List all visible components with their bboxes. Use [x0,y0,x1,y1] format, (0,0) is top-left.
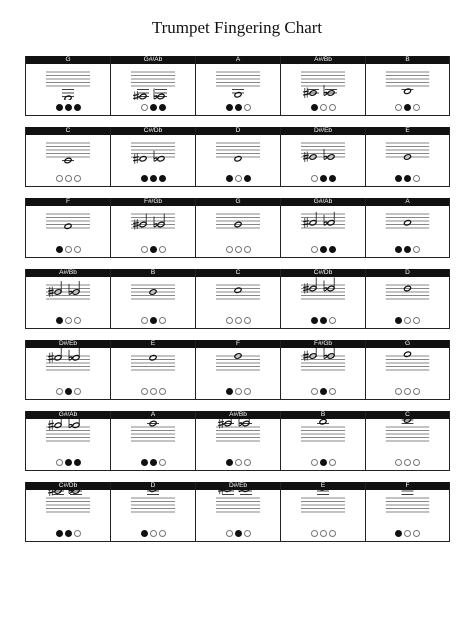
note-cell [110,56,195,116]
chart-row [25,56,450,116]
whole-note [64,95,72,100]
flat-sign [69,490,72,494]
valve-pressed-icon [65,459,72,466]
valve-open-icon [404,317,411,324]
valve-open-icon [244,246,251,253]
music-staff [366,277,449,313]
valve-pressed-icon [141,459,148,466]
chart-row [25,482,450,542]
whole-note [404,220,412,226]
valve-pressed-icon [395,317,402,324]
valve-open-icon [404,459,411,466]
valve-open-icon [159,388,166,395]
whole-note [319,419,327,425]
valve-pressed-icon [226,104,233,111]
valve-open-icon [74,317,81,324]
sharp-sign [218,490,224,494]
note-name-header: F [26,198,110,206]
valve-fingering [281,317,365,324]
valve-pressed-icon [74,459,81,466]
valve-open-icon [329,317,336,324]
valve-open-icon [244,388,251,395]
whole-note [404,351,412,357]
whole-note [64,223,72,229]
flat-sign [324,215,327,226]
note-name-header: G#/Ab [111,56,195,64]
valve-fingering [26,246,110,253]
music-staff [26,348,110,384]
valve-open-icon [235,246,242,253]
valve-open-icon [329,388,336,395]
valve-pressed-icon [141,530,148,537]
note-name-header: B [366,56,449,64]
valve-fingering [26,388,110,395]
note-cell [280,411,365,471]
note-name-header: G [196,198,280,206]
note-name-header: F#/Gb [281,340,365,348]
valve-open-icon [311,388,318,395]
valve-fingering [196,388,280,395]
valve-fingering [26,530,110,537]
valve-pressed-icon [150,317,157,324]
valve-fingering [196,175,280,182]
valve-pressed-icon [56,246,63,253]
valve-open-icon [413,104,420,111]
note-cell [280,340,365,400]
valve-pressed-icon [311,317,318,324]
valve-pressed-icon [404,175,411,182]
note-name-header: D [196,127,280,135]
note-name-header: D#/Eb [26,340,110,348]
valve-open-icon [235,317,242,324]
note-name-header: E [111,340,195,348]
valve-open-icon [74,388,81,395]
valve-fingering [366,175,449,182]
note-cell [195,411,280,471]
music-staff [26,277,110,313]
valve-fingering [196,459,280,466]
valve-pressed-icon [74,104,81,111]
valve-open-icon [226,246,233,253]
valve-pressed-icon [141,175,148,182]
music-staff [281,419,365,455]
valve-pressed-icon [65,388,72,395]
flat-sign [154,151,157,162]
note-name-header: C [366,411,449,419]
music-staff [111,135,195,171]
valve-pressed-icon [320,317,327,324]
note-cell [110,269,195,329]
note-name-header: D#/Eb [281,127,365,135]
whole-note [234,92,242,98]
note-cell [25,411,110,471]
music-staff [366,135,449,171]
note-cell [365,56,450,116]
valve-open-icon [150,530,157,537]
valve-pressed-icon [320,246,327,253]
valve-pressed-icon [159,104,166,111]
whole-note [309,220,317,226]
music-staff [196,419,280,455]
note-name-header: A#/Bb [281,56,365,64]
valve-fingering [281,246,365,253]
valve-open-icon [395,104,402,111]
valve-open-icon [413,530,420,537]
valve-pressed-icon [65,530,72,537]
valve-open-icon [329,530,336,537]
sharp-sign [48,352,54,363]
flat-sign [239,490,242,492]
whole-note [157,156,165,162]
valve-pressed-icon [311,104,318,111]
note-cell [25,127,110,187]
valve-fingering [111,246,195,253]
valve-pressed-icon [56,317,63,324]
note-cell [110,127,195,187]
valve-open-icon [150,388,157,395]
valve-open-icon [74,175,81,182]
music-staff [281,490,365,526]
valve-open-icon [141,104,148,111]
valve-fingering [366,317,449,324]
valve-pressed-icon [320,388,327,395]
note-name-header: E [366,127,449,135]
music-staff [111,206,195,242]
note-cell [110,198,195,258]
note-cell [365,269,450,329]
valve-open-icon [311,175,318,182]
valve-open-icon [404,530,411,537]
note-cell [25,482,110,542]
valve-open-icon [244,459,251,466]
note-name-header: G [366,340,449,348]
note-cell [25,56,110,116]
valve-pressed-icon [320,459,327,466]
flat-sign [69,350,72,361]
valve-pressed-icon [395,246,402,253]
valve-open-icon [65,246,72,253]
valve-pressed-icon [395,530,402,537]
valve-open-icon [235,175,242,182]
valve-open-icon [320,104,327,111]
note-cell [110,482,195,542]
valve-fingering [281,459,365,466]
note-cell [195,482,280,542]
valve-open-icon [311,246,318,253]
valve-open-icon [311,530,318,537]
note-name-header: B [111,269,195,277]
valve-pressed-icon [329,246,336,253]
note-cell [25,340,110,400]
valve-open-icon [235,388,242,395]
note-cell [280,56,365,116]
valve-open-icon [56,175,63,182]
valve-fingering [366,530,449,537]
note-name-header: D#/Eb [196,482,280,490]
valve-fingering [281,104,365,111]
valve-fingering [281,530,365,537]
valve-open-icon [65,317,72,324]
valve-pressed-icon [226,175,233,182]
valve-open-icon [141,246,148,253]
valve-fingering [366,246,449,253]
note-name-header: A [196,56,280,64]
valve-open-icon [65,175,72,182]
valve-pressed-icon [150,175,157,182]
note-name-header: C [26,127,110,135]
note-name-header: C#/Db [281,269,365,277]
whole-note [72,422,80,428]
music-staff [281,206,365,242]
music-staff [111,64,195,100]
whole-note [327,220,335,226]
note-name-header: E [281,482,365,490]
note-cell [195,56,280,116]
valve-fingering [26,175,110,182]
note-cell [280,198,365,258]
note-name-header: A [366,198,449,206]
note-name-header: F [196,340,280,348]
valve-open-icon [159,317,166,324]
music-staff [366,348,449,384]
valve-pressed-icon [226,459,233,466]
valve-pressed-icon [150,459,157,466]
note-name-header: D [111,482,195,490]
valve-open-icon [395,459,402,466]
music-staff [366,64,449,100]
music-staff [196,277,280,313]
valve-fingering [26,104,110,111]
note-cell [365,198,450,258]
note-name-header: A [111,411,195,419]
note-cell [365,127,450,187]
valve-open-icon [311,459,318,466]
valve-pressed-icon [235,530,242,537]
valve-fingering [26,459,110,466]
valve-open-icon [56,388,63,395]
valve-fingering [111,530,195,537]
note-cell [280,269,365,329]
music-staff [111,419,195,455]
valve-fingering [366,388,449,395]
sharp-sign [48,420,54,431]
note-cell [25,269,110,329]
music-staff [196,490,280,526]
note-cell [280,127,365,187]
note-cell [195,127,280,187]
whole-note [404,88,412,94]
music-staff [26,135,110,171]
music-staff [366,419,449,455]
music-staff [196,64,280,100]
note-cell [280,482,365,542]
valve-open-icon [329,459,336,466]
note-cell [365,411,450,471]
valve-open-icon [56,459,63,466]
music-staff [26,490,110,526]
note-cell [365,482,450,542]
flat-sign [324,348,327,359]
music-staff [196,348,280,384]
valve-fingering [366,459,449,466]
valve-fingering [196,246,280,253]
valve-open-icon [74,246,81,253]
valve-open-icon [226,530,233,537]
valve-pressed-icon [244,175,251,182]
flat-sign [69,419,72,428]
note-name-header: F [366,482,449,490]
valve-fingering [281,175,365,182]
music-staff [281,277,365,313]
music-staff [26,419,110,455]
valve-open-icon [413,175,420,182]
valve-open-icon [413,459,420,466]
valve-open-icon [235,459,242,466]
sharp-sign [133,153,139,164]
chart-row [25,411,450,471]
note-name-header: C#/Db [111,127,195,135]
flat-sign [324,85,327,96]
music-staff [281,135,365,171]
valve-open-icon [413,317,420,324]
music-staff [26,64,110,100]
whole-note [149,355,157,361]
valve-pressed-icon [395,175,402,182]
note-cell [365,340,450,400]
music-staff [366,206,449,242]
valve-pressed-icon [404,104,411,111]
valve-pressed-icon [150,246,157,253]
note-name-header: C#/Db [26,482,110,490]
valve-open-icon [159,246,166,253]
valve-open-icon [320,530,327,537]
note-name-header: F#/Gb [111,198,195,206]
chart-row [25,127,450,187]
music-staff [281,64,365,100]
note-name-header: A#/Bb [196,411,280,419]
whole-note [54,355,62,361]
music-staff [111,277,195,313]
note-cell [25,198,110,258]
valve-open-icon [226,317,233,324]
flat-sign [324,281,327,292]
valve-open-icon [74,530,81,537]
valve-open-icon [141,317,148,324]
whole-note [139,156,147,162]
sharp-sign [303,217,309,228]
valve-fingering [111,388,195,395]
valve-fingering [111,317,195,324]
chart-row [25,340,450,400]
music-staff [196,135,280,171]
valve-fingering [111,459,195,466]
music-staff [281,348,365,384]
valve-fingering [281,388,365,395]
note-cell [195,198,280,258]
valve-fingering [196,530,280,537]
whole-note [54,422,62,428]
valve-pressed-icon [235,104,242,111]
valve-fingering [196,317,280,324]
music-staff [111,348,195,384]
note-cell [195,269,280,329]
note-name-header: B [281,411,365,419]
valve-pressed-icon [65,104,72,111]
flat-sign [324,149,327,160]
note-name-header: D [366,269,449,277]
valve-fingering [26,317,110,324]
note-cell [110,411,195,471]
valve-pressed-icon [56,530,63,537]
valve-pressed-icon [320,175,327,182]
valve-open-icon [413,388,420,395]
valve-pressed-icon [159,175,166,182]
sharp-sign [133,91,139,100]
note-name-header: C [196,269,280,277]
valve-open-icon [244,317,251,324]
note-name-header: G [26,56,110,64]
valve-fingering [366,104,449,111]
note-name-header: A#/Bb [26,269,110,277]
valve-fingering [111,175,195,182]
valve-pressed-icon [404,246,411,253]
valve-open-icon [141,388,148,395]
flat-sign [69,284,72,295]
flat-sign [154,217,157,228]
music-staff [196,206,280,242]
page-title: Trumpet Fingering Chart [151,18,323,37]
valve-fingering [196,104,280,111]
valve-open-icon [404,388,411,395]
valve-open-icon [159,530,166,537]
valve-open-icon [244,104,251,111]
valve-open-icon [244,530,251,537]
chart-row [25,269,450,329]
valve-open-icon [329,104,336,111]
valve-pressed-icon [150,104,157,111]
whole-note [72,355,80,361]
valve-open-icon [159,459,166,466]
chart-row [25,198,450,258]
valve-open-icon [395,388,402,395]
note-name-header: G#/Ab [281,198,365,206]
flat-sign [154,89,157,100]
music-staff [366,490,449,526]
whole-note [234,156,242,162]
valve-pressed-icon [226,388,233,395]
music-staff [26,206,110,242]
note-cell [195,340,280,400]
valve-fingering [111,104,195,111]
note-cell [110,340,195,400]
note-name-header: G#/Ab [26,411,110,419]
valve-pressed-icon [329,175,336,182]
valve-pressed-icon [56,104,63,111]
valve-open-icon [413,246,420,253]
flat-sign [239,419,242,426]
music-staff [111,490,195,526]
whole-note [234,287,242,293]
